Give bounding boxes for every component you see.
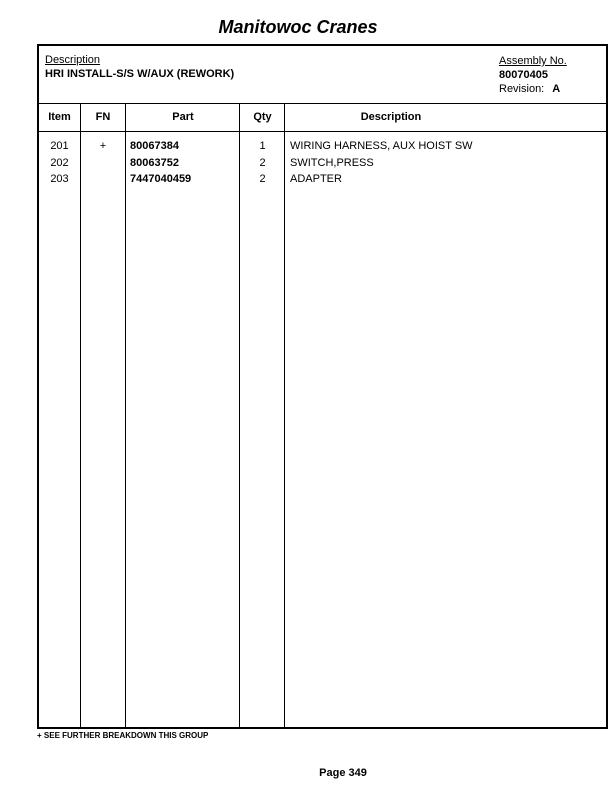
page-title: Manitowoc Cranes [218, 17, 378, 37]
item-cell: 203 [50, 173, 69, 185]
fn-cell: + [99, 140, 107, 152]
item-cell: 202 [50, 156, 69, 169]
assembly-block [499, 54, 567, 96]
revision-value: A [552, 83, 561, 95]
part-cell: 7447040459 [130, 173, 192, 185]
column-header-description: Description [360, 111, 422, 123]
column-header-part: Part [172, 111, 194, 123]
page-number: Page 349 [319, 767, 367, 779]
column-header-item: Item [48, 111, 71, 123]
assembly-header [39, 46, 606, 104]
table-row [39, 173, 606, 190]
part-cell: 80067384 [130, 140, 179, 152]
column-header-fn: FN [95, 111, 111, 123]
qty-cell: 2 [259, 156, 266, 169]
assembly-label: Assembly No. [499, 55, 567, 67]
item-cell: 201 [50, 140, 69, 152]
footnote: + SEE FURTHER BREAKDOWN THIS GROUP [37, 731, 209, 740]
qty-cell: 2 [259, 173, 266, 185]
parts-table-body [39, 140, 606, 190]
column-divider [284, 104, 285, 727]
description-cell: SWITCH,PRESS [290, 156, 374, 169]
column-divider [80, 104, 81, 727]
revision-line [499, 82, 567, 96]
description-cell: ADAPTER [290, 173, 342, 185]
revision-label: Revision: [499, 83, 545, 95]
column-header-qty: Qty [253, 111, 272, 123]
description-label: Description [45, 54, 101, 66]
column-divider [125, 104, 126, 727]
part-cell: 80063752 [130, 156, 179, 169]
qty-cell: 1 [259, 140, 266, 152]
column-divider [239, 104, 240, 727]
assembly-number: 80070405 [499, 69, 548, 81]
description-cell: WIRING HARNESS, AUX HOIST SW [290, 140, 473, 152]
description-value: HRI INSTALL-S/S W/AUX (REWORK) [45, 68, 235, 80]
table-row [39, 157, 606, 174]
parts-list-frame [37, 44, 608, 729]
table-row [39, 140, 606, 157]
